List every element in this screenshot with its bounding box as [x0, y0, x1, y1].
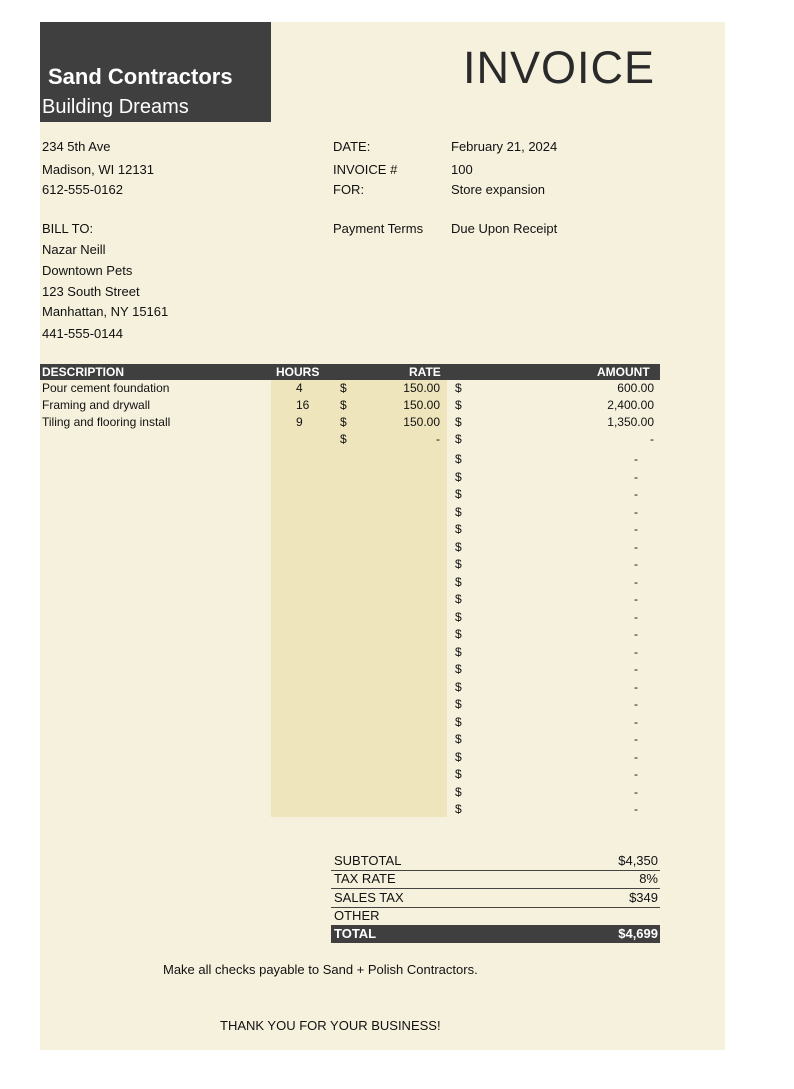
totals-label: SUBTOTAL: [334, 853, 402, 868]
row-description: Tiling and flooring install: [42, 415, 171, 429]
totals-value: 8%: [639, 871, 658, 887]
row-amount: -: [634, 785, 638, 799]
row-rate: 150.00: [403, 415, 440, 429]
invoice-number-label: INVOICE #: [333, 162, 398, 177]
row-amount: 600.00: [617, 381, 654, 395]
thank-you-note: THANK YOU FOR YOUR BUSINESS!: [220, 1018, 441, 1033]
row-rate: -: [436, 432, 440, 446]
bill-to-line: 441-555-0144: [42, 326, 123, 341]
totals-label: TOTAL: [334, 926, 377, 942]
row-amount: -: [634, 522, 638, 536]
header-description: DESCRIPTION: [42, 365, 125, 379]
row-amount-currency: $: [455, 470, 462, 484]
row-amount: -: [634, 557, 638, 571]
bill-to-line: Nazar Neill: [42, 242, 106, 257]
totals-value: $4,350: [618, 853, 658, 868]
row-amount: -: [634, 732, 638, 746]
row-amount: -: [634, 767, 638, 781]
totals-row-tax-rate: [331, 870, 660, 889]
header-amount: AMOUNT: [597, 365, 650, 379]
totals-label: TAX RATE: [334, 871, 396, 887]
row-rate-currency: $: [340, 432, 347, 446]
date-value: February 21, 2024: [451, 139, 558, 154]
row-amount-currency: $: [455, 645, 462, 659]
row-amount-currency: $: [455, 767, 462, 781]
totals-label: OTHER: [334, 907, 380, 923]
row-amount-currency: $: [455, 432, 462, 446]
row-amount-currency: $: [455, 697, 462, 711]
row-description: Pour cement foundation: [42, 381, 170, 395]
row-amount-currency: $: [455, 715, 462, 729]
totals-row-other: [331, 907, 660, 926]
row-amount: -: [634, 715, 638, 729]
row-amount: -: [634, 627, 638, 641]
row-amount-currency: $: [455, 522, 462, 536]
table-header-bar: [40, 364, 660, 380]
company-brand-block: [40, 22, 271, 122]
address-line: 612-555-0162: [42, 182, 123, 197]
row-amount: -: [634, 592, 638, 606]
row-amount-currency: $: [455, 680, 462, 694]
row-amount: -: [634, 505, 638, 519]
totals-value: $4,699: [618, 926, 658, 942]
row-amount-currency: $: [455, 415, 462, 429]
row-amount: -: [634, 662, 638, 676]
row-amount: -: [634, 575, 638, 589]
row-amount: -: [634, 610, 638, 624]
header-hours: HOURS: [276, 365, 320, 379]
row-description: Framing and drywall: [42, 398, 151, 412]
row-amount: -: [634, 540, 638, 554]
row-amount: -: [634, 645, 638, 659]
row-amount: -: [634, 470, 638, 484]
invoice-number-value: 100: [451, 162, 473, 177]
row-amount: -: [634, 487, 638, 501]
row-amount-currency: $: [455, 505, 462, 519]
row-amount-currency: $: [455, 610, 462, 624]
row-amount-currency: $: [455, 627, 462, 641]
row-amount: -: [634, 452, 638, 466]
totals-label: SALES TAX: [334, 889, 404, 905]
totals-row-total: [331, 925, 660, 943]
totals-value: $349: [629, 889, 658, 905]
row-amount: -: [650, 432, 654, 446]
row-amount-currency: $: [455, 732, 462, 746]
row-amount: -: [634, 680, 638, 694]
row-amount-currency: $: [455, 575, 462, 589]
company-tagline: Building Dreams: [42, 96, 189, 118]
row-amount-currency: $: [455, 398, 462, 412]
address-line: Madison, WI 12131: [42, 162, 155, 177]
invoice-title: INVOICE: [463, 42, 656, 93]
payment-terms-label: Payment Terms: [333, 221, 424, 236]
row-hours: 9: [296, 415, 303, 429]
bill-to-line: Downtown Pets: [42, 263, 133, 278]
row-amount: 2,400.00: [607, 398, 654, 412]
address-line: 234 5th Ave: [42, 139, 111, 154]
totals-row-subtotal: [331, 852, 660, 871]
payment-terms-value: Due Upon Receipt: [451, 221, 558, 236]
row-amount: -: [634, 750, 638, 764]
row-hours: 4: [296, 381, 303, 395]
row-amount-currency: $: [455, 487, 462, 501]
row-amount-currency: $: [455, 452, 462, 466]
header-rate: RATE: [409, 365, 441, 379]
row-rate-currency: $: [340, 381, 347, 395]
row-amount-currency: $: [455, 785, 462, 799]
row-rate: 150.00: [403, 381, 440, 395]
for-label: FOR:: [333, 182, 365, 197]
hours-column-band: [271, 380, 333, 817]
row-rate: 150.00: [403, 398, 440, 412]
row-amount-currency: $: [455, 540, 462, 554]
row-amount-currency: $: [455, 557, 462, 571]
date-label: DATE:: [333, 139, 371, 154]
row-amount: -: [634, 697, 638, 711]
row-amount: 1,350.00: [607, 415, 654, 429]
row-rate-currency: $: [340, 415, 347, 429]
totals-row-sales-tax: [331, 889, 660, 908]
row-amount-currency: $: [455, 802, 462, 816]
row-amount-currency: $: [455, 381, 462, 395]
bill-to-line: Manhattan, NY 15161: [42, 304, 169, 319]
row-amount: -: [634, 802, 638, 816]
bill-to-heading: BILL TO:: [42, 221, 94, 236]
row-rate-currency: $: [340, 398, 347, 412]
row-amount-currency: $: [455, 592, 462, 606]
row-amount-currency: $: [455, 750, 462, 764]
checks-payable-note: Make all checks payable to Sand + Polish Contractors.: [163, 962, 478, 977]
bill-to-line: 123 South Street: [42, 284, 140, 299]
row-amount-currency: $: [455, 662, 462, 676]
for-value: Store expansion: [451, 182, 545, 197]
row-hours: 16: [296, 398, 310, 412]
company-name: Sand Contractors: [48, 64, 233, 89]
